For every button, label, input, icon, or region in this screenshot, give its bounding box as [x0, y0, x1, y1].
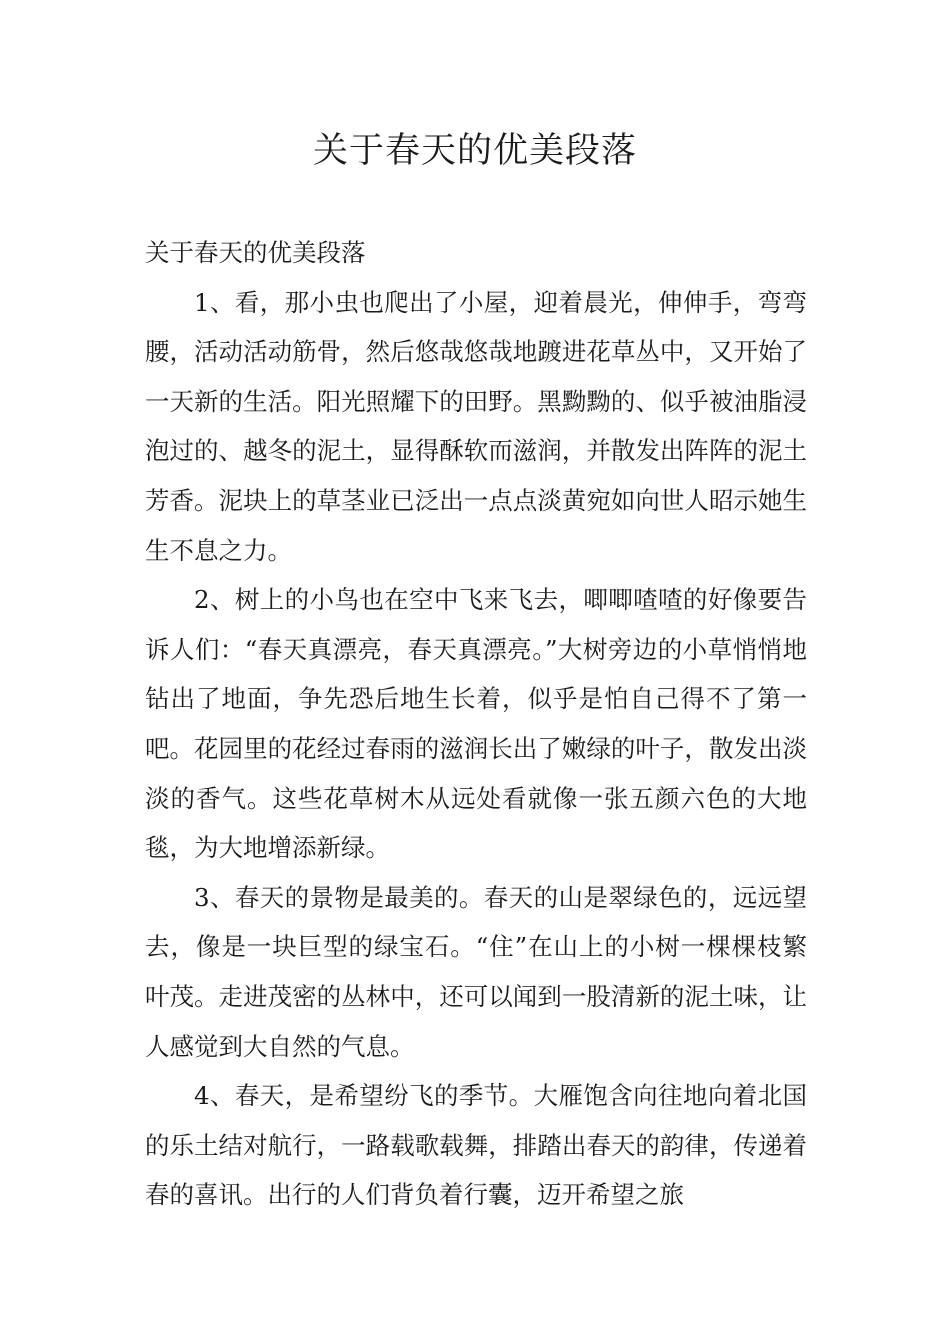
paragraph-2: 2、树上的小鸟也在空中飞来飞去，唧唧喳喳的好像要告诉人们：“春天真漂亮，春天真漂亮。”大树旁边的小草悄悄地钻出了地面，争先恐后地生长着，似乎是怕自己得不了第一吧。花园里的花经过春雨的滋润长出了嫩绿的叶子，散发出淡淡的香气。这些花草树木从远处看就像一张五颜六色的大地毯，为大地增添新绿。	[145, 585, 807, 863]
document-title: 关于春天的优美段落	[312, 131, 637, 171]
paragraph-3: 3、春天的景物是最美的。春天的山是翠绿色的，远远望去，像是一块巨型的绿宝石。“住”在山上的小树一棵棵枝繁叶茂。走进茂密的丛林中，还可以闻到一股清新的泥土味，让人感觉到大自然的气息。	[145, 882, 807, 1061]
paragraph-4: 4、春天，是希望纷飞的季节。大雁饱含向往地向着北国的乐土结对航行，一路载歌载舞，排踏出春天的韵律，传递着春的喜讯。出行的人们背负着行囊，迈开希望之旅	[145, 1081, 807, 1210]
document-subtitle: 关于春天的优美段落	[145, 238, 366, 267]
paragraph-1: 1、看，那小虫也爬出了小屋，迎着晨光，伸伸手，弯弯腰，活动活动筋骨，然后悠哉悠哉地踱进花草丛中，又开始了一天新的生活。阳光照耀下的田野。黑黝黝的、似乎被油脂浸泡过的、越冬的泥土，显得酥软而滋润，并散发出阵阵的泥土芳香。泥块上的草茎业已泛出一点点淡黄宛如向世人昭示她生生不息之力。	[145, 287, 807, 565]
document-body	[145, 228, 807, 1220]
